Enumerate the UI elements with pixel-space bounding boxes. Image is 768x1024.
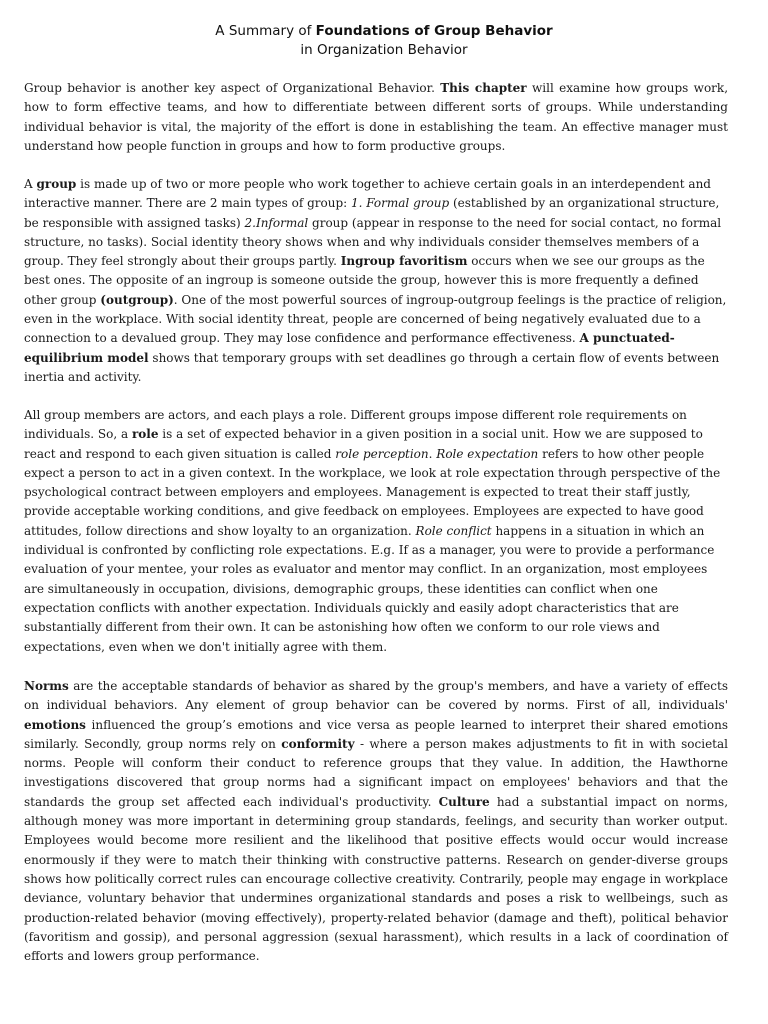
text-run: will examine how groups work, how to form effective teams, and how to differentiate between different sorts of groups. While understanding individual behavior is vital, the majority of the effort is done in establishing the team. An effective manager must understand how people function in groups and how to form productive groups. bbox=[24, 81, 729, 153]
paragraph-norms bbox=[24, 677, 728, 966]
text-run: Group behavior is another key aspect of Organizational Behavior. bbox=[24, 81, 441, 95]
bold-term: A punctuated-equilibrium model bbox=[24, 331, 675, 365]
text-run: had a substantial impact on norms, although money was more important in determining group standards, feelings, and security than worker output. Employees would become more resilient and the likelihood that positive effects would occur would increase enormously if they were to match their thinking with constructive patterns. Research on gender-diverse groups shows how politically correct rules can encourage collective creativity. Contrarily, people may engage in workplace deviance, voluntary behavior that undermines organizational standards and poses a risk to wellbeings, such as production-related behavior (moving effectively), property-related behavior (damage and theft), political behavior (favoritism and gossip), and personal aggression (sexual harassment), which results in a lack of coordination of efforts and lowers group performance. bbox=[24, 794, 729, 964]
text-run: All group members are actors, and each plays a role. Different groups impose different role requirements on individuals. So, a bbox=[24, 408, 687, 442]
text-run: refers to how other people expect a person to act in a given context. In the workplace, we look at role expectation through perspective of the psychological contract between employers and employees. Management is expected to treat their staff justly, provide acceptable working conditions, and give feedback on employees. Employees are expected to have good attitudes, follow directions and show loyalty to an organization. bbox=[24, 446, 721, 538]
text-run: . bbox=[428, 446, 437, 461]
text-run: happens in a situation in which an individual is confronted by conflicting role expectations. E.g. If as a manager, you were to provide a performance evaluation of your mentee, your roles as evaluator and mentor may conflict. In an organization, most employees are simultaneously in occupation, divisions, demographic groups, these identities can conflict when one expectation conflicts with another expectation. Individuals quickly and easily adopt characteristics that are substantially different from their own. It can be astonishing how often we conform to our role views and expectations, even when we don't initially agree with them. bbox=[24, 523, 715, 654]
text-run: - where a person makes adjustments to fit in with societal norms. People will conform their conduct to reference groups that they value. In addition, the Hawthorne investigations discovered that group norms had a significant impact on employees' behaviors and that the standards the group set affected each individual's productivity. bbox=[24, 736, 728, 809]
title-line-2: in Organization Behavior bbox=[300, 42, 468, 58]
bold-term: Norms bbox=[24, 679, 69, 693]
text-run: (established by an organizational structure, be responsible with assigned tasks) bbox=[24, 196, 720, 230]
italic-term: 2.Informal bbox=[244, 215, 309, 230]
bold-term: Culture bbox=[438, 794, 490, 809]
paragraph-role bbox=[24, 406, 728, 657]
bold-term: Ingroup favoritism bbox=[340, 254, 468, 269]
paragraph-text bbox=[24, 677, 728, 966]
document-title bbox=[0, 22, 768, 60]
italic-term: 1. Formal group bbox=[351, 196, 450, 211]
title-line-1 bbox=[0, 22, 768, 41]
text-run: influenced the group’s emotions and vice versa as people learned to interpret their shared emotions similarly. Secondly, group norms rely on bbox=[24, 717, 728, 751]
text-run: is a set of expected behavior in a given position in a social unit. How we are supposed to react and respond to each given situation is called bbox=[24, 427, 703, 461]
italic-term: Role conflict bbox=[415, 523, 492, 538]
paragraph-intro bbox=[24, 79, 728, 156]
paragraph-group bbox=[24, 175, 728, 387]
italic-term: Role expectation bbox=[436, 446, 539, 461]
text-run: occurs when we see our groups as the best ones. The opposite of an ingroup is someone outside the group, however this is more frequently a defined other group bbox=[24, 254, 705, 307]
paragraph-text bbox=[24, 175, 728, 387]
text-run: shows that temporary groups with set deadlines go through a certain flow of events between inertia and activity. bbox=[24, 350, 720, 384]
paragraph-text bbox=[24, 79, 728, 156]
title-prefix: A Summary of bbox=[215, 23, 316, 39]
bold-term: emotions bbox=[24, 717, 86, 732]
bold-term: This chapter bbox=[440, 81, 527, 95]
italic-term: role perception bbox=[335, 446, 429, 461]
text-run: group (appear in response to the need for social contact, no formal structure, no tasks). Social identity theory shows when and why individuals consider themselves members of a group. They feel strongly about their groups partly. bbox=[24, 215, 722, 269]
bold-term: conformity bbox=[281, 736, 355, 751]
text-run: . One of the most powerful sources of ingroup-outgroup feelings is the practice of religion, even in the workplace. With social identity threat, people are concerned of being negatively evaluated due to a connection to a devalued group. They may lose confidence and performance effectiveness. bbox=[24, 292, 727, 346]
bold-term: group bbox=[36, 177, 77, 191]
bold-term: (outgroup) bbox=[100, 292, 174, 307]
text-run: A bbox=[24, 177, 37, 191]
paragraph-text bbox=[24, 406, 728, 657]
title-bold: Foundations of Group Behavior bbox=[315, 23, 553, 39]
text-run: are the acceptable standards of behavior as shared by the group's members, and have a variety of effects on individual behaviors. Any element of group behavior can be covered by norms. First of all, individuals' bbox=[24, 679, 728, 713]
bold-term: role bbox=[131, 427, 159, 442]
text-run: is made up of two or more people who work together to achieve certain goals in an interdependent and interactive manner. There are 2 main types of group: bbox=[24, 177, 711, 211]
